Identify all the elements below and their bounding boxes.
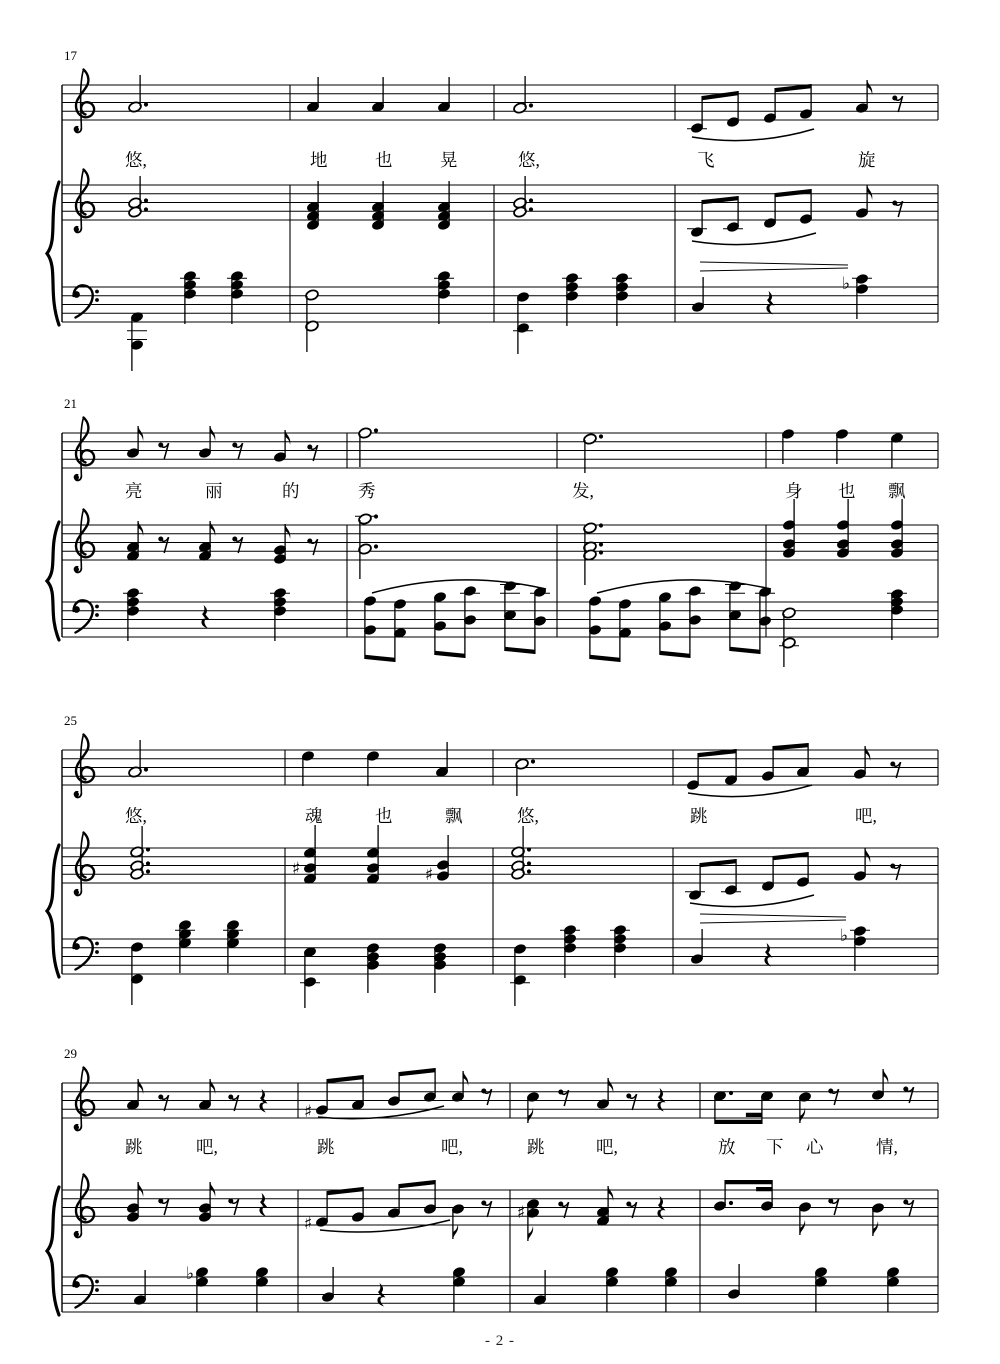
note [871,1069,889,1101]
chord [782,499,796,559]
chord [366,942,380,993]
eighth-rest [890,762,900,779]
beam-group [687,189,813,238]
lyric-syllable: 心 [806,1137,824,1157]
note [727,1264,741,1300]
note [198,1079,216,1111]
chord [371,181,385,231]
beam-group [315,1180,437,1228]
sharp-icon [425,865,433,885]
treble-clef-icon [74,735,94,798]
treble-clef-icon [74,70,94,133]
slur [692,129,814,141]
chord [434,270,454,324]
sharp-icon [304,1214,312,1234]
vocal-staff [62,418,938,481]
svg-text:♯: ♯ [303,1102,313,1122]
sharp-icon [517,1203,525,1223]
eighth-rest [481,1201,491,1218]
chord [886,1266,900,1312]
lyrics-line [125,1137,898,1157]
lyric-syllable: 悠, [518,150,540,170]
chord [126,1182,144,1223]
note [273,430,291,463]
note [133,1270,147,1306]
system-measure-21 [47,396,938,667]
lyric-syllable: 悠, [125,150,147,170]
note [798,1201,812,1235]
chord [300,946,320,1008]
lyric-syllable: 发, [572,481,594,501]
piano-bass-staff [62,580,938,667]
treble-clef-icon [74,1068,94,1131]
note [513,76,533,114]
beam-group [363,580,550,662]
eighth-rest [232,537,242,554]
measure-number: 29 [64,1046,77,1061]
slur [318,1106,444,1119]
note [515,758,535,796]
piano-brace [47,845,59,977]
lyric-syllable: 也 [375,150,393,170]
eighth-rest [307,539,317,556]
slur [690,895,814,907]
lyric-syllable: 飞 [697,150,715,170]
chord [128,176,148,218]
slur [372,580,546,593]
lyric-syllable: 放 [718,1137,736,1157]
treble-clef-icon [74,833,94,896]
eighth-rest [481,1089,491,1106]
note [890,432,904,468]
flat-icon [842,274,850,294]
lyrics-line [125,150,876,170]
lyric-syllable: 的 [282,481,300,501]
slur [692,233,816,245]
chord [664,1266,678,1312]
slur [597,580,771,593]
svg-text:♯: ♯ [516,1203,526,1223]
treble-clef-icon [74,510,94,573]
chord [130,941,144,1005]
lyric-syllable: 跳 [125,1137,143,1157]
quarter-rest [764,943,772,967]
lyric-syllable: 秀 [358,481,376,501]
quarter-rest [766,291,774,315]
chord [560,924,580,978]
chord [130,826,150,880]
note [781,428,795,464]
sharp-icon [304,1102,312,1122]
vocal-staff [62,1068,938,1131]
note [198,426,216,459]
chord [511,826,531,880]
lyric-syllable: 亮 [125,481,143,501]
piano-bass-staff [62,262,938,371]
note [871,1202,885,1236]
flat-icon [186,1264,194,1284]
svg-text:♭: ♭ [841,274,851,294]
beam-group [588,580,775,662]
chord [583,522,603,585]
page-number: - 2 - [485,1333,515,1349]
chord [433,942,447,993]
chord [305,289,319,352]
lyric-syllable: 也 [375,806,393,826]
eighth-rest [307,445,317,462]
cresc-lines [700,914,846,923]
chord [526,1198,540,1241]
chord [306,181,320,231]
lyrics-line [125,806,877,826]
note [126,1079,144,1111]
note [853,746,871,780]
lyric-syllable: 跳 [527,1137,545,1157]
chord [605,1266,619,1312]
note [437,77,451,113]
note [371,77,385,113]
chord [198,1182,216,1223]
lyric-syllable: 吧, [855,806,877,826]
chord [255,1266,269,1312]
note [691,277,705,313]
note [435,742,449,778]
eighth-rest [228,1199,238,1216]
slur [688,785,812,797]
note [306,77,320,113]
note [126,426,144,459]
note [690,929,704,965]
lyric-syllable: 身 [785,481,803,501]
beam-group [687,84,813,134]
bass-clef-icon [73,285,99,317]
svg-text:♯: ♯ [291,859,301,879]
cresc-lines [700,262,848,271]
lyric-syllable: 情, [876,1137,898,1157]
svg-text:♭: ♭ [839,926,849,946]
measure-number: 21 [64,396,77,411]
chord [366,825,380,885]
chord [887,588,907,640]
lyric-syllable: 吧, [441,1137,463,1157]
chord [836,499,850,559]
lyric-syllable: 悠, [517,806,539,826]
chord [180,270,200,324]
lyric-syllable: 跳 [317,1137,335,1157]
chord [303,825,317,885]
lyric-syllable: 跳 [690,806,708,826]
lyric-syllable: 地 [310,150,328,170]
eighth-rest [626,1094,636,1111]
chord [562,272,582,326]
flat-icon [840,926,848,946]
piano-treble-staff [62,1175,938,1242]
chord [513,176,533,218]
system-measure-25 [47,713,938,1008]
beam-group [685,852,810,901]
eighth-rest [558,1202,568,1219]
eighth-rest [828,1199,838,1216]
treble-clef-icon [74,170,94,233]
note [835,428,849,464]
chord [596,1186,614,1227]
chord [890,499,904,559]
chord [198,521,216,562]
lyric-syllable: 下 [766,1137,784,1157]
chord [123,587,143,641]
note [451,1071,469,1103]
lyric-syllable: 旋 [858,150,876,170]
eighth-rest [892,96,902,113]
chord [355,513,378,579]
lyric-syllable: 晃 [440,150,458,170]
bass-clef-icon [73,1275,99,1307]
chord [452,1266,466,1312]
lyric-syllable: 飘 [445,806,463,826]
bass-clef-icon [73,600,99,632]
vocal-staff [62,735,938,798]
lyric-syllable: 魂 [305,806,323,826]
piano-bass-staff [62,1264,938,1312]
lyric-syllable: 丽 [205,481,223,501]
chord [227,270,247,324]
chord [436,835,450,882]
eighth-rest [158,1095,168,1112]
treble-clef-icon [74,418,94,481]
lyric-syllable: 吧, [596,1137,618,1157]
eighth-rest [158,1199,168,1216]
eighth-rest [228,1095,238,1112]
slur [320,1220,450,1232]
measure-number: 25 [64,713,77,728]
lyric-syllable: 飘 [888,481,906,501]
chord [273,524,291,565]
vocal-staff [62,70,938,141]
piano-bass-staff [62,914,938,1008]
chord [814,1266,828,1312]
lyric-syllable: 吧, [196,1137,218,1157]
lyric-syllable: 悠, [125,806,147,826]
eighth-rest [626,1202,636,1219]
chord [612,272,632,326]
quarter-rest [201,605,209,629]
system-measure-29 [47,1046,938,1315]
piano-brace [47,522,59,640]
note [583,433,603,473]
piano-treble-staff [62,170,938,245]
system-measure-17 [47,48,938,371]
svg-text:♯: ♯ [303,1214,313,1234]
note [321,1267,335,1303]
chord [126,521,144,562]
beam-group [713,1090,774,1124]
piano-brace [47,182,59,325]
chord [437,181,451,231]
note [451,1203,465,1239]
quarter-rest [259,1193,267,1217]
chord [610,924,630,978]
eighth-rest [828,1089,838,1106]
piano-brace [47,1187,59,1315]
lyrics-line [125,481,906,501]
bass-clef-icon [73,937,99,969]
lyric-syllable: 也 [838,481,856,501]
note [533,1270,547,1306]
eighth-rest [158,537,168,554]
piano-treble-staff [62,499,938,585]
sharp-icon [292,859,300,879]
chord [127,311,147,371]
svg-text:♭: ♭ [185,1264,195,1284]
measure-number: 17 [64,48,77,63]
treble-clef-icon [74,1175,94,1238]
chord [270,587,290,641]
svg-text:♯: ♯ [424,865,434,885]
piano-treble-staff [62,825,938,907]
chord [195,1266,209,1312]
